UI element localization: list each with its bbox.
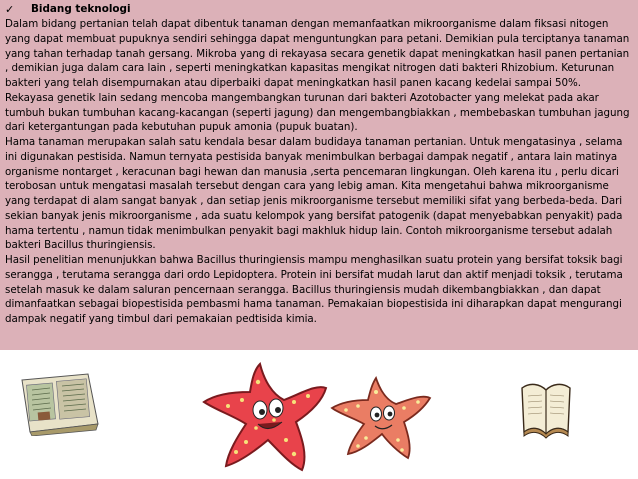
starfish-pair-image [198,358,442,478]
paragraph-3: Hasil penelitian menunjukkan bahwa Bacillus thuringiensis mampu menghasilkan suatu protein yang bersifat toksik bagi serangga , terutama serangga dari ordo Lepidoptera. Protein ini bersifat mudah larut dan aktif menjadi toksik , terutama setelah masuk ke dalam saluran pencernaan serangga. Bacillus thuringiensis mudah dikembangbiakkan , dan dapat dimanfaatkan sebagai biopestisida pembasmi hama tanaman. Pemakaian biopestisida ini diharapkan dapat mengurangi dampak negatif yang timbul dari pemakaian pedtisida kimia. [5,254,623,325]
starfish-large [204,364,326,470]
open-book-image [516,368,576,442]
paragraph-1: Dalam bidang pertanian telah dapat dibentuk tanaman dengan memanfaatkan mikroorganisme dalam fiksasi nitogen yang dapat membuat pupuknya sendiri sehingga dapat menguntungkan para petani. Demikian pula terciptanya tanaman yang tahan terhadap tanah gersang. Mikroba yang di rekayasa secara genetik dapat meningkatkan hasil panen pertanian , demikian juga dalam cara lain , seperti meningkatkan kapasitas mengikat nitrogen dati bakteri Rhizobium. Keturunan bakteri yang telah disempurnakan atau diperbaiki dapat meningkatkan hasil panen kacang kedelai sampai 50%. Rekayasa genetik lain sedang mencoba mangembangkan turunan dari bakteri Azotobacter yang melekat pada akar tumbuh bukan tumbuhan kacang-kacangan (seperti jagung) dan mengembangbiakkan , membebaskan tumbuhan jagung dari ketergantungan pada kebutuhan pupuk amonia (pupuk buatan). [5,18,630,134]
check-bullet-icon: ✓ [5,3,15,16]
section-heading-row [5,2,632,17]
book-illustration-image [18,372,102,436]
section-heading: Bidang teknologi [31,3,131,15]
paragraph-2: Hama tanaman merupakan salah satu kendala besar dalam budidaya tanaman pertanian. Untuk mengatasinya , selama ini digunakan pestisida. Namun ternyata pestisida banyak menimbulkan berbagai dampak negatif , antara lain matinya organisme nontarget , keracunan bagi hewan dan manusia ,serta pencemaran lingkungan. Oleh karena itu , perlu dicari terobosan untuk mengatasi masalah tersebut dengan cara yang lebig aman. Kita mengetahui bahwa mikroorganisme yang terdapat di alam sangat banyak , dan setiap jenis mikroorganisme tersebut memiliki sifat yang berbeda-beda. Dari sekian banyak jenis mikroorganisme , ada suatu kelompok yang bersifat patogenik (dapat menyebabkan penyakit) pada hama tertentu , namun tidak menimbulkan penyakit bagi makhluk hidup lain. Contoh mikroorganisme tersebut adalah bakteri Bacillus thuringiensis. [5,136,623,252]
starfish-small [332,378,430,458]
